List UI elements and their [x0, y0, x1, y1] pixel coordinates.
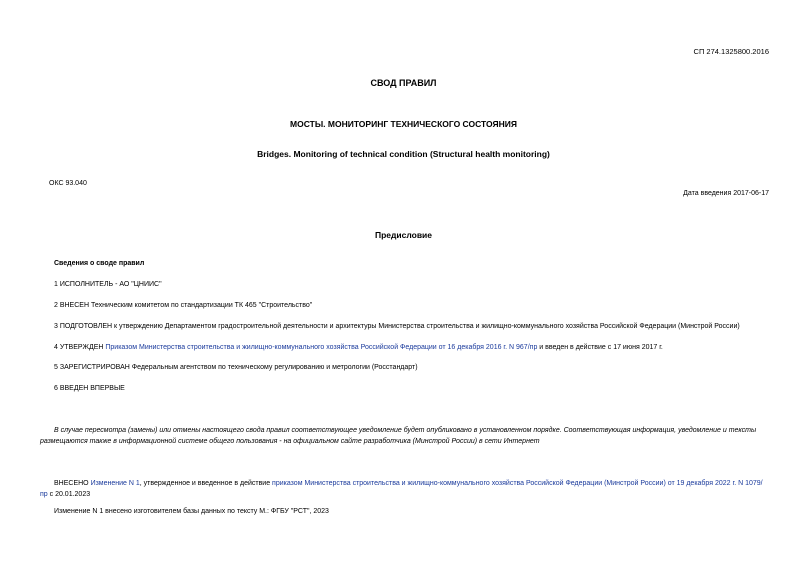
oks-code: ОКС 93.040: [49, 180, 87, 187]
revision-note: В случае пересмотра (замены) или отмены настоящего свода правил соответствующее уведомление будет опубликовано в установленном порядке. Соответствующая информация, уведомление и тексты размещаются также в информационной системе общего пользования - на официальном сайте разработчика (Минстрой России) в сети Интернет: [40, 427, 757, 445]
preface-item-5: 5 ЗАРЕГИСТРИРОВАН Федеральным агентством по техническому регулированию и метрологии (Росстандарт): [54, 364, 418, 371]
amend-mid: , утвержденное и введенное в действие: [139, 480, 273, 487]
info-heading: Сведения о своде правил: [54, 260, 145, 267]
approval-order-link[interactable]: Приказом Министерства строительства и жилищно-коммунального хозяйства Российской Федерации от 16 декабря 2016 г. N 967/пр: [105, 344, 538, 351]
database-note: Изменение N 1 внесено изготовителем базы данных по тексту М.: ФГБУ "РСТ", 2023: [54, 508, 329, 515]
amendment-order-link[interactable]: приказом Министерства строительства и жилищно-коммунального хозяйства Российской Федерации (Минстрой России) от 19 декабря 2022 г. N 1079/пр: [40, 480, 763, 498]
effective-date: Дата введения 2017-06-17: [683, 190, 769, 197]
preface-item-1: 1 ИСПОЛНИТЕЛЬ - АО "ЦНИИС": [54, 281, 162, 288]
item4-suffix: и введен в действие с 17 июня 2017 г.: [537, 344, 663, 351]
amend-suffix: с 20.01.2023: [47, 491, 91, 498]
document-title: СВОД ПРАВИЛ: [370, 78, 437, 88]
amendment-link[interactable]: Изменение N 1: [90, 480, 140, 487]
preface-item-3: 3 ПОДГОТОВЛЕН к утверждению Департаментом градостроительной деятельности и архитектуры Министерства строительства и жилищно-коммунального хозяйства Российской Федерации (Минстрой России): [54, 323, 740, 330]
document-code: СП 274.1325800.2016: [693, 47, 769, 56]
preface-item-4: [54, 344, 663, 351]
document-subtitle-en: Bridges. Monitoring of technical condition (Structural health monitoring): [257, 149, 550, 159]
preface-heading: Предисловие: [374, 230, 433, 240]
preface-item-2: 2 ВНЕСЕН Техническим комитетом по стандартизации ТК 465 "Строительство": [54, 302, 313, 309]
item4-prefix: 4 УТВЕРЖДЕН: [54, 344, 106, 351]
amend-prefix: ВНЕСЕНО: [54, 480, 91, 487]
preface-item-6: 6 ВВЕДЕН ВПЕРВЫЕ: [54, 385, 125, 392]
amendment-paragraph: [40, 478, 770, 500]
document-subtitle-ru: МОСТЫ. МОНИТОРИНГ ТЕХНИЧЕСКОГО СОСТОЯНИЯ: [290, 119, 517, 129]
